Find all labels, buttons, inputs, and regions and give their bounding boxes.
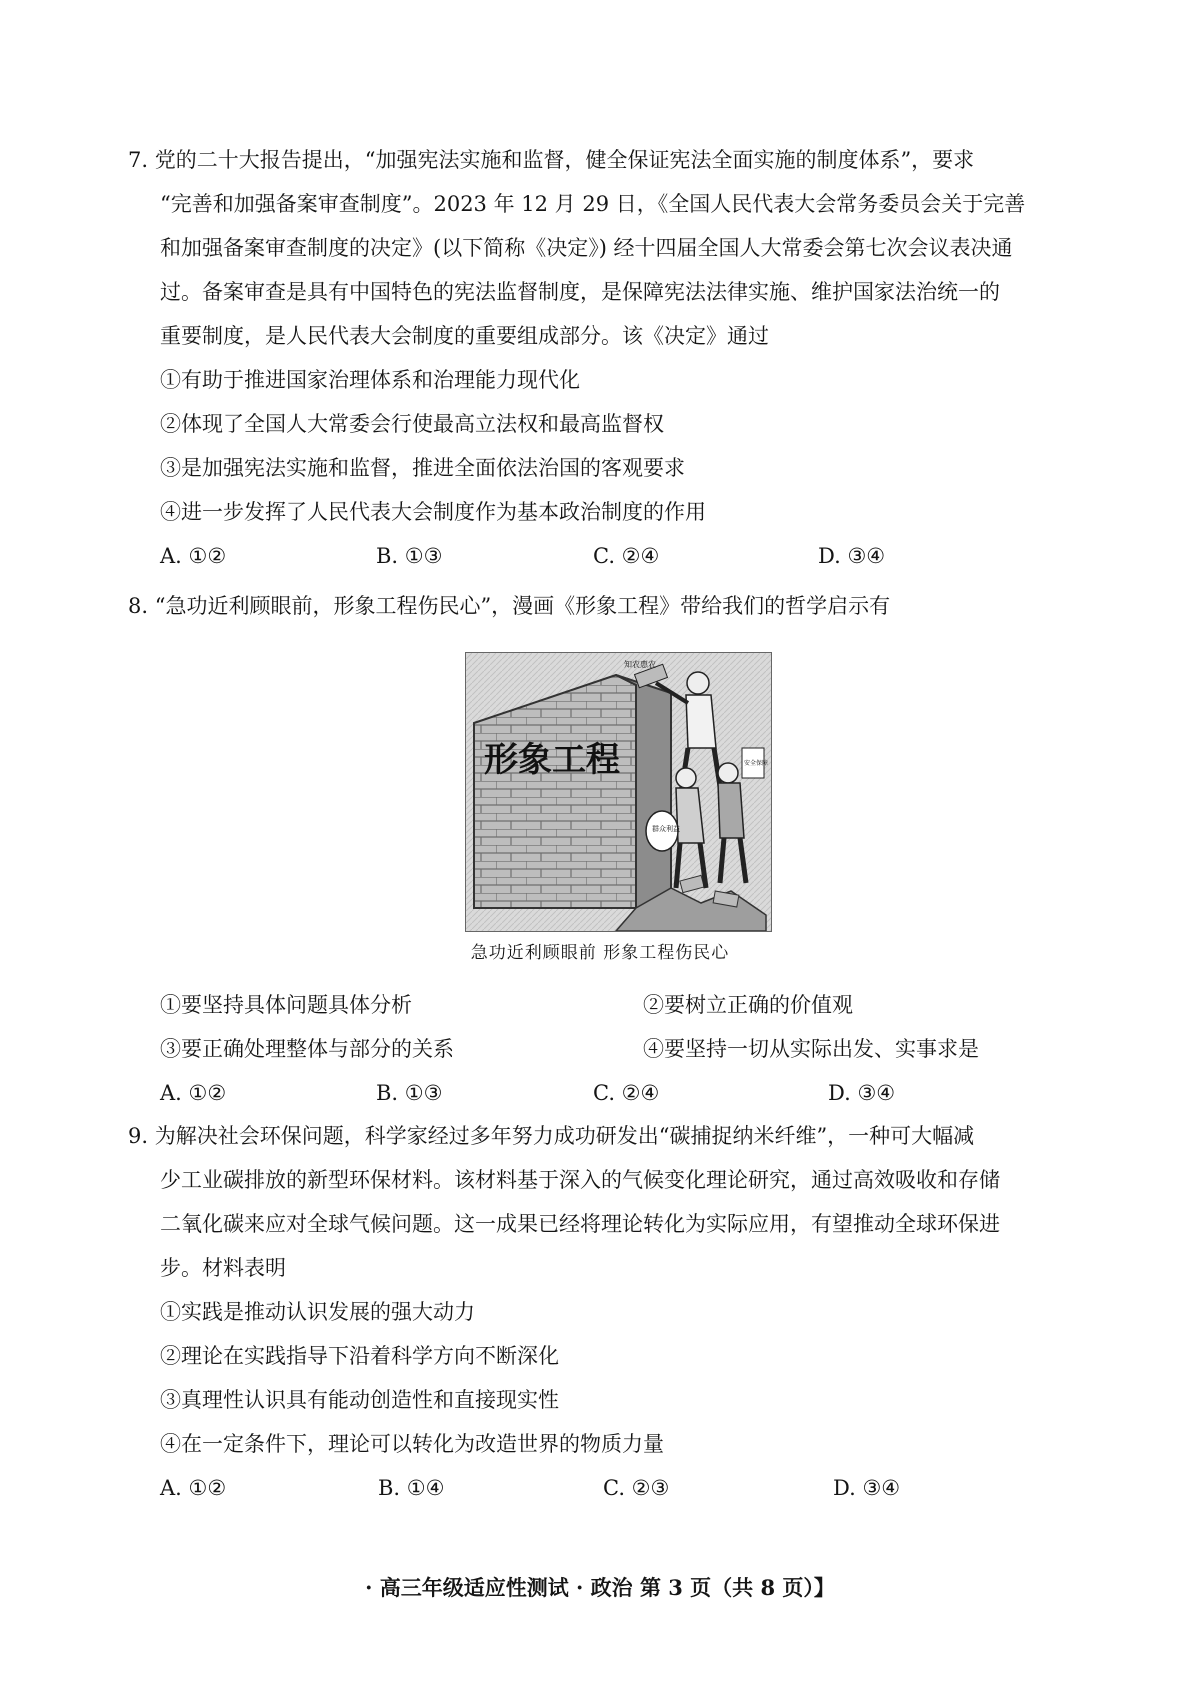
question-stem-line: 重要制度，是人民代表大会制度的重要组成部分。该《决定》通过 <box>160 324 769 348</box>
choice-d: D. ③④ <box>833 1476 901 1500</box>
statement-option: ②要树立正确的价值观 <box>643 993 853 1017</box>
brick-label: 安全保障 <box>744 760 769 767</box>
choice-a: A. ①② <box>160 1476 227 1500</box>
statement-option: ①有助于推进国家治理体系和治理能力现代化 <box>160 368 580 392</box>
statement-option: ②体现了全国人大常委会行使最高立法权和最高监督权 <box>160 412 664 436</box>
statement-option: ①要坚持具体问题具体分析 <box>160 993 412 1017</box>
statement-option: ④要坚持一切从实际出发、实事求是 <box>643 1037 979 1061</box>
statement-option: ②理论在实践指导下沿着科学方向不断深化 <box>160 1344 559 1368</box>
brick-label: 知农惠农 <box>624 660 656 669</box>
choice-c: C. ②③ <box>603 1476 670 1500</box>
question-stem-line: 二氧化碳来应对全球气候问题。这一成果已经将理论转化为实际应用，有望推动全球环保进 <box>160 1212 1000 1236</box>
question-stem-line: 7. 党的二十大报告提出，“加强宪法实施和监督，健全保证宪法全面实施的制度体系”，要求 <box>128 148 975 172</box>
statement-option: ③是加强宪法实施和监督，推进全面依法治国的客观要求 <box>160 456 685 480</box>
choice-a: A. ①② <box>160 544 227 568</box>
options-row <box>128 983 1088 1027</box>
statement-option: ③要正确处理整体与部分的关系 <box>160 1037 454 1061</box>
question-9 <box>128 1114 1088 1510</box>
answer-choices <box>128 1071 1088 1115</box>
choice-d: D. ③④ <box>828 1081 896 1105</box>
question-stem-line: 过。备案审查是具有中国特色的宪法监督制度，是保障宪法法律实施、维护国家法治统一的 <box>160 280 1000 304</box>
question-stem-line: 和加强备案审查制度的决定》(以下简称《决定》) 经十四届全国人大常委会第七次会议表决通 <box>160 236 1013 260</box>
statement-option: ④在一定条件下，理论可以转化为改造世界的物质力量 <box>160 1432 664 1456</box>
question-stem-line: 少工业碳排放的新型环保材料。该材料基于深入的气候变化理论研究，通过高效吸收和存储 <box>160 1168 1000 1192</box>
wall-text: 形象工程 <box>484 740 620 780</box>
statement-option: ①实践是推动认识发展的强大动力 <box>160 1300 475 1324</box>
statement-option: ③真理性认识具有能动创造性和直接现实性 <box>160 1388 559 1412</box>
choice-d: D. ③④ <box>818 544 886 568</box>
question-stem-line: “完善和加强备案审查制度”。2023 年 12 月 29 日，《全国人民代表大会常务委员会关于完善 <box>160 192 1026 216</box>
choice-c: C. ②④ <box>593 1081 660 1105</box>
cartoon-image <box>465 652 772 932</box>
statement-option: ④进一步发挥了人民代表大会制度作为基本政治制度的作用 <box>160 500 706 524</box>
cartoon-illustration <box>466 653 771 931</box>
question-stem-line: 9. 为解决社会环保问题，科学家经过多年努力成功研发出“碳捕捉纳米纤维”，一种可大幅减 <box>128 1124 975 1148</box>
question-7 <box>128 138 1088 578</box>
choice-b: B. ①③ <box>376 1081 443 1105</box>
choice-b: B. ①③ <box>376 544 443 568</box>
brick-label: 群众利益 <box>652 825 680 833</box>
question-stem-line: 步。材料表明 <box>160 1256 286 1280</box>
page-footer: · 高三年级适应性测试 · 政治 第 3 页（共 8 页）】 <box>365 1575 835 1600</box>
choice-b: B. ①④ <box>378 1476 445 1500</box>
choice-a: A. ①② <box>160 1081 227 1105</box>
answer-choices <box>128 534 1088 578</box>
question-8 <box>128 584 1088 628</box>
question-8-options <box>128 983 1088 1115</box>
options-row <box>128 1027 1088 1071</box>
figure-caption: 急功近利顾眼前 形象工程伤民心 <box>470 943 730 963</box>
question-stem-line: 8. “急功近利顾眼前，形象工程伤民心”，漫画《形象工程》带给我们的哲学启示有 <box>128 594 891 618</box>
choice-c: C. ②④ <box>593 544 660 568</box>
answer-choices <box>128 1466 1088 1510</box>
